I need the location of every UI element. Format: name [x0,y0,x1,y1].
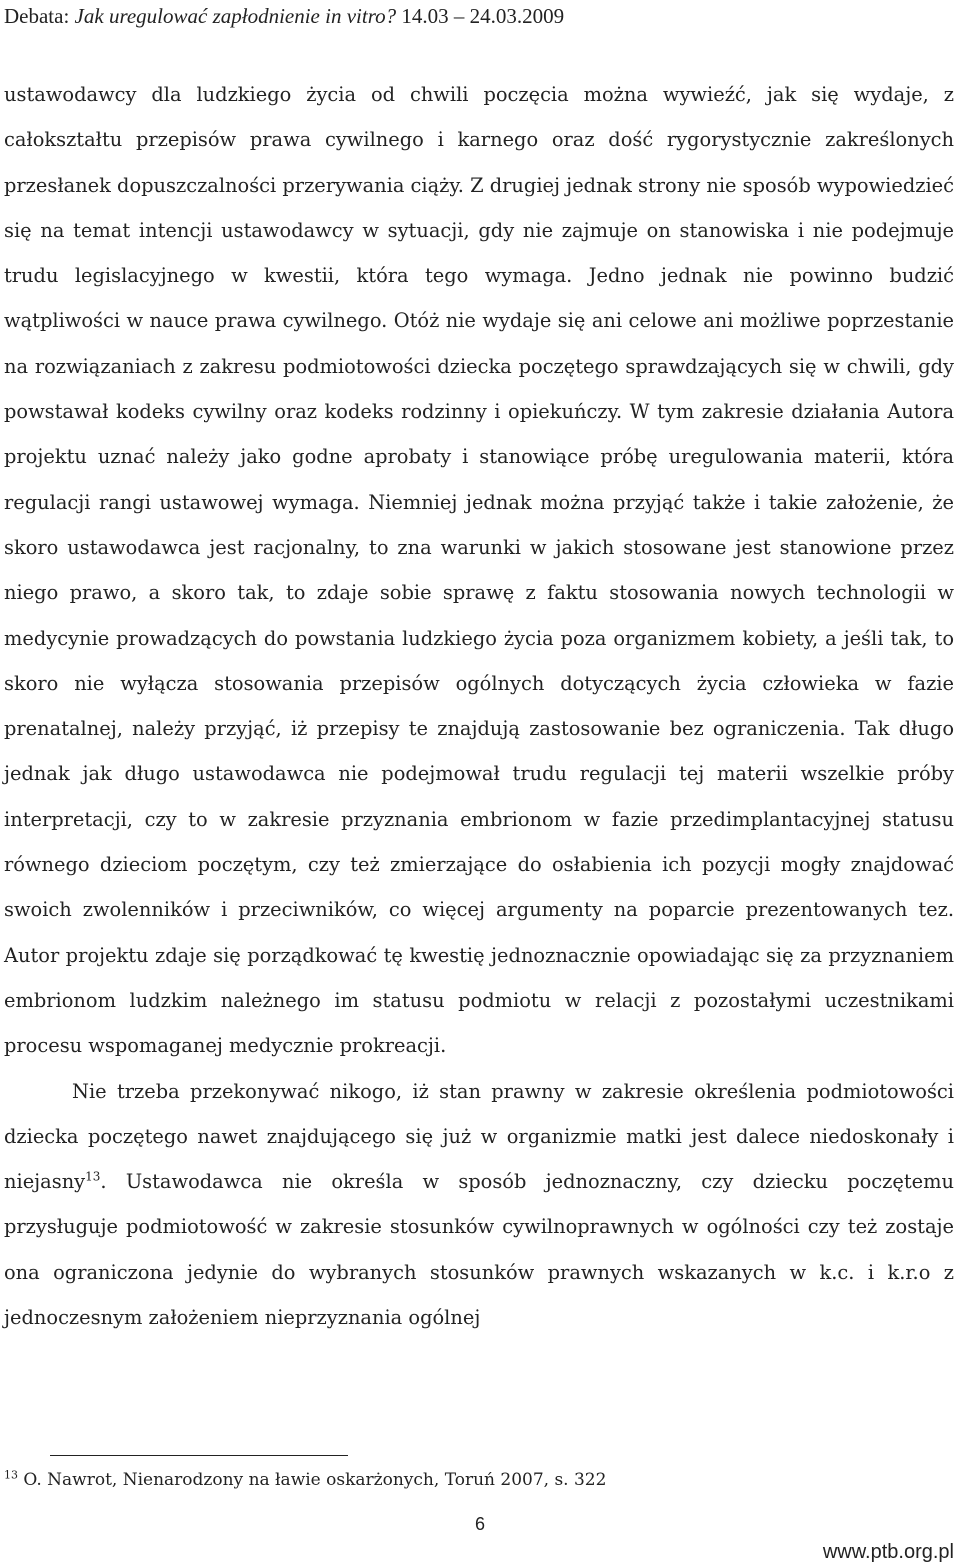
page-number: 6 [474,1514,485,1534]
paragraph-1: ustawodawcy dla ludzkiego życia od chwili poczęcia można wywieźć, jak się wydaje, z całokształtu przepisów prawa cywilnego i karnego oraz dość rygorystycznie zakreślonych przesłanek dopuszczalności przerywania ciąży. Z drugiej jednak strony nie sposób wypowiedzieć się na temat intencji ustawodawcy w sytuacji, gdy nie zajmuje on stanowiska i nie podejmuje trudu legislacyjnego w kwestii, która tego wymaga. Jedno jednak nie powinno budzić wątpliwości w nauce prawa cywilnego. Otóż nie wydaje się ani celowe ani możliwe poprzestanie na rozwiązaniach z zakresu podmiotowości dziecka poczętego sprawdzających się w chwili, gdy powstawał kodeks cywilny oraz kodeks rodzinny i opiekuńczy. W tym zakresie działania Autora projektu uznać należy jako godne aprobaty i stanowiące próbę uregulowania materii, która regulacji rangi ustawowej wymaga. Niemniej jednak można przyjąć także i takie założenie, że skoro ustawodawca jest racjonalny, to zna warunki w jakich stosowane jest stanowione przez niego prawo, a skoro tak, to zdaje sobie sprawę z faktu stosowania nowych technologii w medycynie prowadzących do powstania ludzkiego życia poza organizmem kobiety, a jeśli tak, to skoro nie wyłącza stosowania przepisów ogólnych dotyczących życia człowieka w fazie prenatalnej, należy przyjąć, iż przepisy te znajdują zastosowanie bez ograniczenia. Tak długo jednak jak długo ustawodawca nie podejmował trudu regulacji tej materii wszelkie próby interpretacji, czy to w zakresie przyznania embrionom w fazie przedimplantacyjnej statusu równego dzieciom poczętym, czy też zmierzające do osłabienia ich pozycji mogły znajdować swoich zwolenników i przeciwników, co więcej argumenty na poparcie prezentowanych tez. Autor projektu zdaje się porządkować tę kwestię jednoznacznie opowiadając się za przyznaniem embrionom ludzkim należnego im statusu podmiotu w relacji z pozostałymi uczestnikami procesu wspomaganej medycznie prokreacji. [4,83,954,1058]
paragraph-2 [4,1069,954,1341]
footnote-text: O. Nawrot, Nienarodzony na ławie oskarżonych, Toruń 2007, s. 322 [18,1470,607,1490]
footnote [4,1468,904,1492]
paragraph-2-part-2: . Ustawodawca nie określa w sposób jednoznaczny, czy dziecku poczętemu przysługuje podmiotowość w zakresie stosunków cywilnoprawnych w ogólności czy też zostaje ona ograniczona jedynie do wybranych stosunków prawnych wskazanych w k.c. i k.r.o z jednoczesnym założeniem nieprzyznania ogólnej [4,1170,954,1330]
paragraph-2-part-1: Nie trzeba przekonywać nikogo, iż stan prawny w zakresie określenia podmiotowości dziecka poczętego nawet znajdującego się już w organizmie matki jest dalece niedoskonały i niejasny [4,1079,954,1194]
body-text [4,72,954,1340]
footnote-separator [50,1455,348,1456]
page-header [4,2,956,30]
footnote-reference[interactable]: 13 [85,1169,101,1184]
header-prefix: Debata: [4,4,75,28]
website-link[interactable]: www.ptb.org.pl [822,1541,954,1563]
footnote-number: 13 [4,1468,18,1482]
header-debate-title: Jak uregulować zapłodnienie in vitro? [74,4,397,28]
header-dates: 14.03 – 24.03.2009 [396,4,565,28]
